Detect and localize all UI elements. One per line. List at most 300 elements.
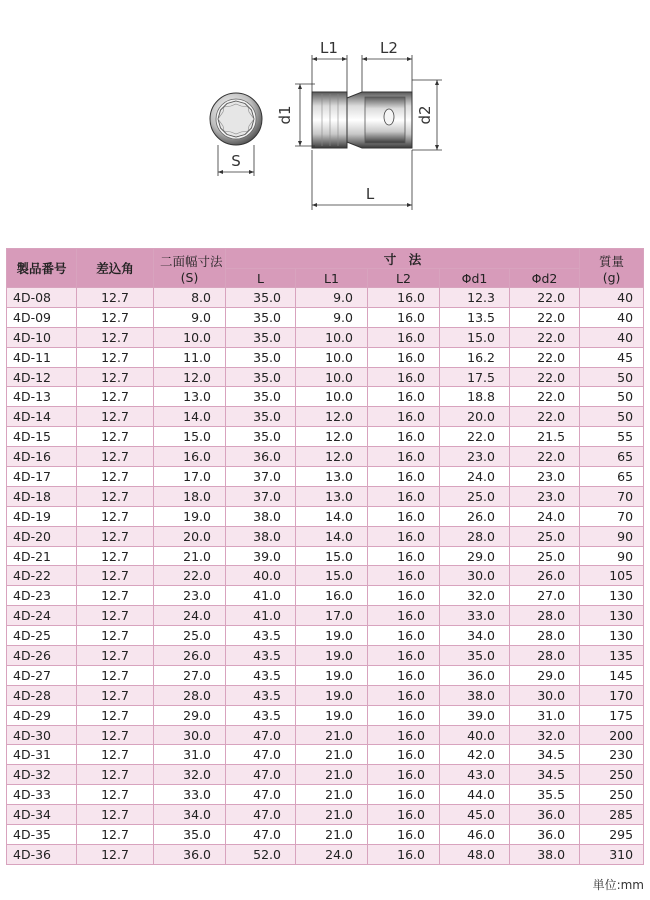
cell-d2: 28.0 [510,626,580,646]
cell-d1: 46.0 [440,825,510,845]
cell-l2: 16.0 [368,467,440,487]
cell-across-flats: 36.0 [154,844,226,864]
cell-drive: 12.7 [77,586,154,606]
cell-l1: 14.0 [296,526,368,546]
cell-code: 4D-25 [7,626,77,646]
cell-across-flats: 13.0 [154,387,226,407]
cell-d2: 35.5 [510,785,580,805]
cell-l1: 10.0 [296,387,368,407]
cell-l2: 16.0 [368,288,440,308]
cell-d1: 17.5 [440,367,510,387]
cell-l1: 9.0 [296,307,368,327]
cell-d2: 34.5 [510,745,580,765]
cell-weight: 175 [580,705,644,725]
cell-weight: 55 [580,427,644,447]
cell-d2: 22.0 [510,367,580,387]
cell-across-flats: 8.0 [154,288,226,308]
cell-l: 35.0 [226,307,296,327]
cell-d1: 39.0 [440,705,510,725]
cell-drive: 12.7 [77,805,154,825]
table-row [7,705,644,725]
cell-l2: 16.0 [368,526,440,546]
table-row [7,387,644,407]
cell-l: 47.0 [226,785,296,805]
cell-d1: 36.0 [440,665,510,685]
cell-drive: 12.7 [77,546,154,566]
cell-code: 4D-09 [7,307,77,327]
cell-code: 4D-27 [7,665,77,685]
table-row [7,307,644,327]
cell-l1: 12.0 [296,447,368,467]
cell-drive: 12.7 [77,825,154,845]
cell-across-flats: 15.0 [154,427,226,447]
cell-drive: 12.7 [77,367,154,387]
cell-weight: 310 [580,844,644,864]
cell-drive: 12.7 [77,606,154,626]
cell-across-flats: 33.0 [154,785,226,805]
cell-l2: 16.0 [368,844,440,864]
cell-d1: 29.0 [440,546,510,566]
cell-drive: 12.7 [77,327,154,347]
cell-l1: 21.0 [296,825,368,845]
cell-l: 37.0 [226,486,296,506]
cell-l: 47.0 [226,725,296,745]
cell-d1: 34.0 [440,626,510,646]
cell-across-flats: 29.0 [154,705,226,725]
cell-code: 4D-23 [7,586,77,606]
cell-l2: 16.0 [368,646,440,666]
cell-l: 47.0 [226,745,296,765]
header-code: 製品番号 [7,249,77,288]
cell-drive: 12.7 [77,646,154,666]
cell-across-flats: 24.0 [154,606,226,626]
cell-l: 52.0 [226,844,296,864]
cell-l: 35.0 [226,427,296,447]
cell-across-flats: 25.0 [154,626,226,646]
cell-l1: 9.0 [296,288,368,308]
cell-across-flats: 16.0 [154,447,226,467]
header-l: L [226,269,296,288]
table-row [7,367,644,387]
cell-code: 4D-22 [7,566,77,586]
cell-across-flats: 20.0 [154,526,226,546]
cell-drive: 12.7 [77,685,154,705]
table-row [7,566,644,586]
cell-weight: 50 [580,407,644,427]
cell-code: 4D-24 [7,606,77,626]
cell-drive: 12.7 [77,665,154,685]
cell-l2: 16.0 [368,685,440,705]
cell-l: 43.5 [226,626,296,646]
dim-label-d1: d1 [276,105,294,125]
header-d1: Φd1 [440,269,510,288]
cell-weight: 45 [580,347,644,367]
cell-weight: 250 [580,785,644,805]
dim-label-l: L [365,185,375,203]
cell-across-flats: 11.0 [154,347,226,367]
cell-d2: 22.0 [510,288,580,308]
cell-across-flats: 14.0 [154,407,226,427]
cell-d2: 24.0 [510,506,580,526]
cell-l1: 13.0 [296,486,368,506]
table-row [7,427,644,447]
cell-l1: 21.0 [296,745,368,765]
table-row [7,288,644,308]
cell-drive: 12.7 [77,785,154,805]
cell-drive: 12.7 [77,705,154,725]
cell-l1: 10.0 [296,367,368,387]
cell-d1: 48.0 [440,844,510,864]
cell-weight: 65 [580,467,644,487]
cell-across-flats: 31.0 [154,745,226,765]
cell-d1: 44.0 [440,785,510,805]
cell-drive: 12.7 [77,387,154,407]
cell-l1: 10.0 [296,327,368,347]
cell-l2: 16.0 [368,725,440,745]
cell-l: 36.0 [226,447,296,467]
cell-code: 4D-15 [7,427,77,447]
cell-d2: 22.0 [510,327,580,347]
cell-l2: 16.0 [368,447,440,467]
spec-table [6,248,644,865]
cell-d2: 29.0 [510,665,580,685]
cell-across-flats: 18.0 [154,486,226,506]
table-row [7,825,644,845]
cell-d2: 27.0 [510,586,580,606]
cell-d2: 28.0 [510,646,580,666]
cell-d2: 22.0 [510,387,580,407]
cell-weight: 40 [580,288,644,308]
cell-drive: 12.7 [77,427,154,447]
table-row [7,805,644,825]
cell-drive: 12.7 [77,725,154,745]
cell-weight: 130 [580,606,644,626]
cell-code: 4D-17 [7,467,77,487]
cell-l1: 21.0 [296,765,368,785]
cell-weight: 285 [580,805,644,825]
cell-drive: 12.7 [77,307,154,327]
cell-code: 4D-18 [7,486,77,506]
cell-l2: 16.0 [368,387,440,407]
table-row [7,467,644,487]
cell-l2: 16.0 [368,586,440,606]
cell-l1: 19.0 [296,705,368,725]
cell-code: 4D-36 [7,844,77,864]
cell-drive: 12.7 [77,347,154,367]
cell-l2: 16.0 [368,705,440,725]
cell-d2: 30.0 [510,685,580,705]
cell-l: 35.0 [226,347,296,367]
cell-l1: 17.0 [296,606,368,626]
cell-across-flats: 22.0 [154,566,226,586]
socket-drawing [0,0,650,240]
cell-d2: 36.0 [510,805,580,825]
cell-l1: 15.0 [296,566,368,586]
cell-d2: 21.5 [510,427,580,447]
header-d2: Φd2 [510,269,580,288]
cell-l2: 16.0 [368,785,440,805]
cell-drive: 12.7 [77,486,154,506]
cell-d1: 28.0 [440,526,510,546]
cell-weight: 130 [580,586,644,606]
cell-l: 38.0 [226,506,296,526]
cell-l1: 12.0 [296,427,368,447]
cell-d1: 26.0 [440,506,510,526]
cell-l: 41.0 [226,586,296,606]
cell-l1: 19.0 [296,685,368,705]
cell-drive: 12.7 [77,407,154,427]
cell-weight: 40 [580,307,644,327]
cell-code: 4D-21 [7,546,77,566]
table-row [7,606,644,626]
cell-drive: 12.7 [77,467,154,487]
cell-drive: 12.7 [77,745,154,765]
cell-l: 41.0 [226,606,296,626]
cell-code: 4D-11 [7,347,77,367]
cell-d2: 31.0 [510,705,580,725]
cell-d1: 18.8 [440,387,510,407]
cell-l2: 16.0 [368,427,440,447]
cell-l1: 15.0 [296,546,368,566]
cell-l: 35.0 [226,327,296,347]
cell-d1: 24.0 [440,467,510,487]
table-row [7,546,644,566]
cell-d1: 33.0 [440,606,510,626]
cell-across-flats: 19.0 [154,506,226,526]
header-l2: L2 [368,269,440,288]
cell-weight: 200 [580,725,644,745]
cell-l1: 16.0 [296,586,368,606]
cell-l1: 10.0 [296,347,368,367]
cell-across-flats: 32.0 [154,765,226,785]
cell-l2: 16.0 [368,805,440,825]
cell-drive: 12.7 [77,626,154,646]
cell-drive: 12.7 [77,506,154,526]
cell-weight: 295 [580,825,644,845]
cell-d1: 12.3 [440,288,510,308]
cell-l1: 24.0 [296,844,368,864]
cell-l: 43.5 [226,646,296,666]
cell-d2: 34.5 [510,765,580,785]
cell-l: 35.0 [226,387,296,407]
cell-weight: 170 [580,685,644,705]
cell-code: 4D-20 [7,526,77,546]
table-row [7,486,644,506]
cell-across-flats: 23.0 [154,586,226,606]
cell-across-flats: 26.0 [154,646,226,666]
cell-d1: 32.0 [440,586,510,606]
cell-code: 4D-30 [7,725,77,745]
cell-d2: 36.0 [510,825,580,845]
table-row [7,745,644,765]
cell-drive: 12.7 [77,844,154,864]
cell-l2: 16.0 [368,626,440,646]
cell-code: 4D-19 [7,506,77,526]
cell-l1: 19.0 [296,646,368,666]
header-weight-sub: (g) [602,269,621,285]
cell-d2: 22.0 [510,307,580,327]
header-l1: L1 [296,269,368,288]
header-across-flats-sub: (S) [180,269,199,285]
dim-label-s: S [231,152,241,170]
cell-l2: 16.0 [368,665,440,685]
cell-l2: 16.0 [368,407,440,427]
cell-code: 4D-14 [7,407,77,427]
cell-d2: 26.0 [510,566,580,586]
cell-d2: 22.0 [510,407,580,427]
cell-weight: 230 [580,745,644,765]
socket-dimension-diagram [0,0,650,240]
cell-across-flats: 12.0 [154,367,226,387]
cell-across-flats: 34.0 [154,805,226,825]
cell-d2: 25.0 [510,526,580,546]
table-row [7,526,644,546]
cell-l2: 16.0 [368,745,440,765]
cell-l2: 16.0 [368,606,440,626]
table-row [7,725,644,745]
cell-l2: 16.0 [368,347,440,367]
cell-d1: 23.0 [440,447,510,467]
table-row [7,347,644,367]
cell-d1: 30.0 [440,566,510,586]
cell-weight: 50 [580,387,644,407]
cell-code: 4D-31 [7,745,77,765]
cell-l1: 13.0 [296,467,368,487]
unit-note: 単位:mm [592,878,644,892]
cell-d1: 13.5 [440,307,510,327]
cell-across-flats: 21.0 [154,546,226,566]
cell-code: 4D-28 [7,685,77,705]
cell-code: 4D-10 [7,327,77,347]
dim-label-d2: d2 [416,105,434,125]
cell-weight: 145 [580,665,644,685]
cell-l1: 19.0 [296,665,368,685]
cell-l: 35.0 [226,367,296,387]
table-row [7,327,644,347]
cell-d1: 20.0 [440,407,510,427]
cell-weight: 40 [580,327,644,347]
cell-l: 39.0 [226,546,296,566]
cell-d2: 25.0 [510,546,580,566]
cell-weight: 70 [580,486,644,506]
header-across-flats-label: 二面幅寸法 [160,253,223,269]
cell-l: 40.0 [226,566,296,586]
cell-d2: 38.0 [510,844,580,864]
cell-drive: 12.7 [77,765,154,785]
cell-weight: 65 [580,447,644,467]
cell-across-flats: 28.0 [154,685,226,705]
cell-l2: 16.0 [368,367,440,387]
cell-l2: 16.0 [368,546,440,566]
cell-d1: 15.0 [440,327,510,347]
cell-d2: 28.0 [510,606,580,626]
cell-across-flats: 27.0 [154,665,226,685]
table-row [7,844,644,864]
header-across-flats [154,249,226,288]
cell-code: 4D-29 [7,705,77,725]
table-row [7,447,644,467]
cell-code: 4D-08 [7,288,77,308]
table-row [7,685,644,705]
dim-label-l1: L1 [320,39,338,57]
cell-l: 38.0 [226,526,296,546]
cell-l1: 14.0 [296,506,368,526]
table-row [7,765,644,785]
header-weight [580,249,644,288]
cell-l2: 16.0 [368,765,440,785]
cell-drive: 12.7 [77,526,154,546]
cell-d2: 22.0 [510,347,580,367]
cell-l: 35.0 [226,288,296,308]
table-row [7,646,644,666]
cell-drive: 12.7 [77,566,154,586]
cell-d1: 22.0 [440,427,510,447]
cell-l1: 21.0 [296,785,368,805]
cell-l: 47.0 [226,825,296,845]
cell-drive: 12.7 [77,288,154,308]
cell-d1: 16.2 [440,347,510,367]
cell-d1: 45.0 [440,805,510,825]
table-body [7,288,644,865]
cell-weight: 130 [580,626,644,646]
cell-d1: 42.0 [440,745,510,765]
cell-d1: 25.0 [440,486,510,506]
cell-across-flats: 9.0 [154,307,226,327]
cell-l2: 16.0 [368,327,440,347]
cell-l2: 16.0 [368,506,440,526]
header-dimensions: 寸 法 [226,249,580,269]
cell-code: 4D-12 [7,367,77,387]
header-weight-label: 質量 [599,253,625,269]
cell-across-flats: 17.0 [154,467,226,487]
cell-l: 47.0 [226,805,296,825]
cell-l1: 21.0 [296,725,368,745]
cell-weight: 70 [580,506,644,526]
cell-across-flats: 35.0 [154,825,226,845]
table-row [7,506,644,526]
cell-l1: 21.0 [296,805,368,825]
cell-code: 4D-32 [7,765,77,785]
cell-weight: 50 [580,367,644,387]
dim-label-l2: L2 [380,39,398,57]
cell-l: 43.5 [226,685,296,705]
cell-l2: 16.0 [368,307,440,327]
cell-code: 4D-13 [7,387,77,407]
cell-code: 4D-33 [7,785,77,805]
header-drive: 差込角 [77,249,154,288]
cell-weight: 90 [580,526,644,546]
cell-code: 4D-16 [7,447,77,467]
table-row [7,785,644,805]
cell-d2: 23.0 [510,467,580,487]
cell-weight: 135 [580,646,644,666]
cell-code: 4D-35 [7,825,77,845]
cell-l2: 16.0 [368,825,440,845]
cell-l1: 12.0 [296,407,368,427]
table-row [7,626,644,646]
cell-d2: 32.0 [510,725,580,745]
table-row [7,407,644,427]
cell-l: 43.5 [226,705,296,725]
table-header [7,249,644,288]
cell-d2: 22.0 [510,447,580,467]
cell-d1: 43.0 [440,765,510,785]
cell-weight: 90 [580,546,644,566]
cell-across-flats: 10.0 [154,327,226,347]
cell-d1: 35.0 [440,646,510,666]
table-row [7,586,644,606]
cell-l: 35.0 [226,407,296,427]
